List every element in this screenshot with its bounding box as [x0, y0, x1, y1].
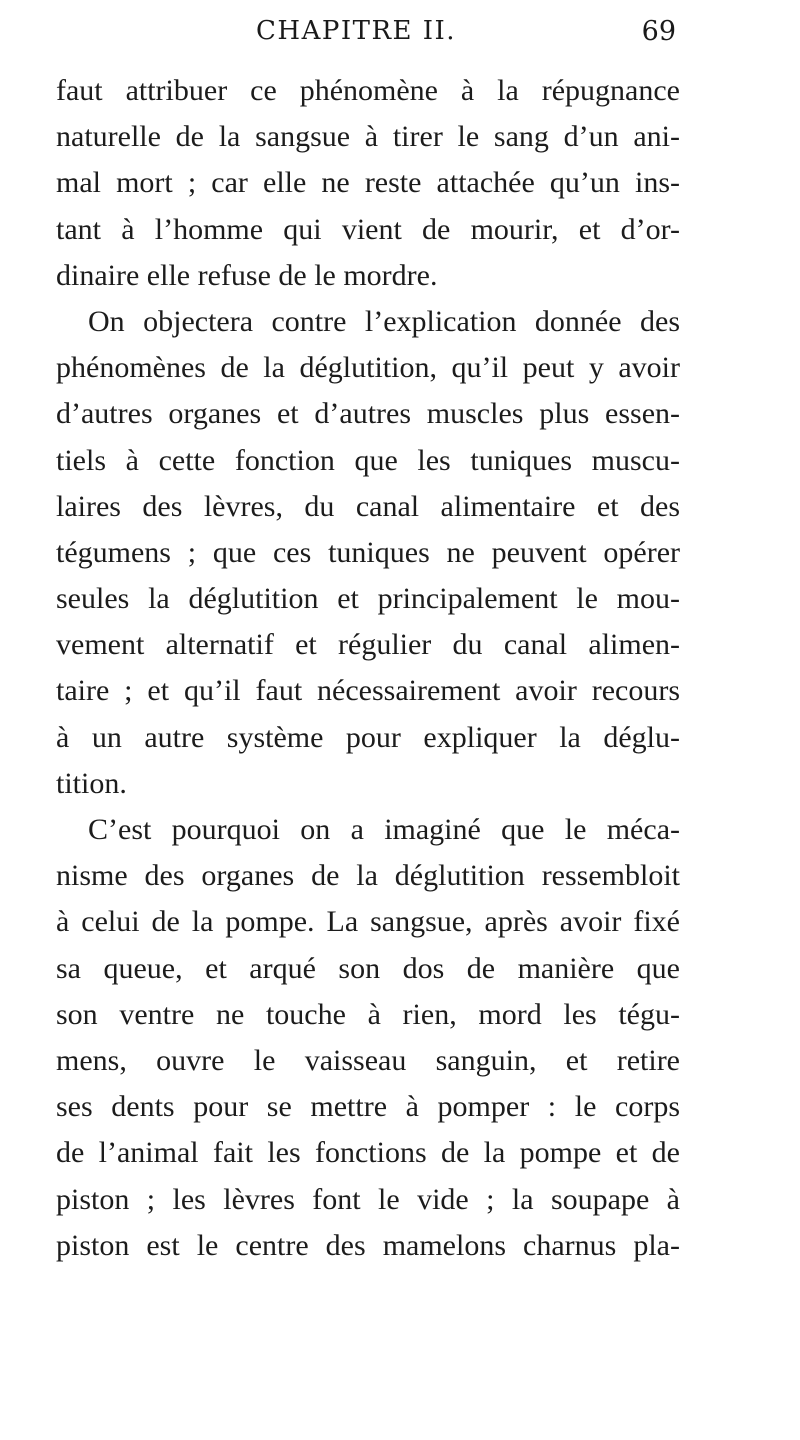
- text-line: On objectera contre l’explication donnée des: [88, 304, 680, 338]
- text-line: à un autre système pour expliquer la déglu-: [56, 720, 680, 754]
- body-text: [56, 68, 680, 1269]
- text-line: sa queue, et arqué son dos de manière que: [56, 951, 680, 985]
- text-line: ses dents pour se mettre à pomper : le corps: [56, 1090, 680, 1124]
- text-line: son ventre ne touche à rien, mord les tégu-: [56, 997, 680, 1031]
- text-line: de l’animal fait les fonctions de la pompe et de: [56, 1136, 680, 1170]
- text-line: taire ; et qu’il faut nécessairement avoir recours: [56, 674, 680, 708]
- text-line: nisme des organes de la déglutition ressembloit: [56, 859, 680, 893]
- text-line: piston ; les lèvres font le vide ; la soupape à: [56, 1182, 680, 1216]
- paragraph: [56, 299, 680, 807]
- text-line: phénomènes de la déglutition, qu’il peut y avoir: [56, 351, 680, 385]
- text-line: tégumens ; que ces tuniques ne peuvent opérer: [56, 535, 680, 569]
- text-line: C’est pourquoi on a imaginé que le méca-: [88, 813, 680, 846]
- page-header: [256, 14, 676, 58]
- text-line: d’autres organes et d’autres muscles plus essen-: [56, 397, 680, 431]
- text-line: naturelle de la sangsue à tirer le sang d’un ani-: [56, 120, 680, 154]
- text-line: vement alternatif et régulier du canal alimen-: [56, 628, 680, 662]
- text-line: tant à l’homme qui vient de mourir, et d’or-: [56, 212, 680, 246]
- text-line: laires des lèvres, du canal alimentaire et des: [56, 489, 680, 523]
- text-line: piston est le centre des mamelons charnus pla-: [56, 1228, 680, 1262]
- text-line: à celui de la pompe. La sangsue, après avoir fixé: [56, 905, 680, 939]
- text-line: tition.: [56, 766, 127, 800]
- text-line: dinaire elle refuse de le mordre.: [56, 258, 438, 292]
- text-line: seules la déglutition et principalement le mou-: [56, 582, 680, 616]
- paragraph: [56, 807, 680, 1269]
- text-line: tiels à cette fonction que les tuniques muscu-: [56, 443, 680, 477]
- text-line: mal mort ; car elle ne reste attachée qu’un ins-: [56, 166, 680, 200]
- text-line: mens, ouvre le vaisseau sanguin, et retire: [56, 1043, 680, 1077]
- page-number: 69: [641, 16, 676, 47]
- running-title: CHAPITRE II.: [256, 16, 457, 46]
- text-line: faut attribuer ce phénomène à la répugnance: [56, 74, 680, 107]
- paragraph: [56, 68, 680, 299]
